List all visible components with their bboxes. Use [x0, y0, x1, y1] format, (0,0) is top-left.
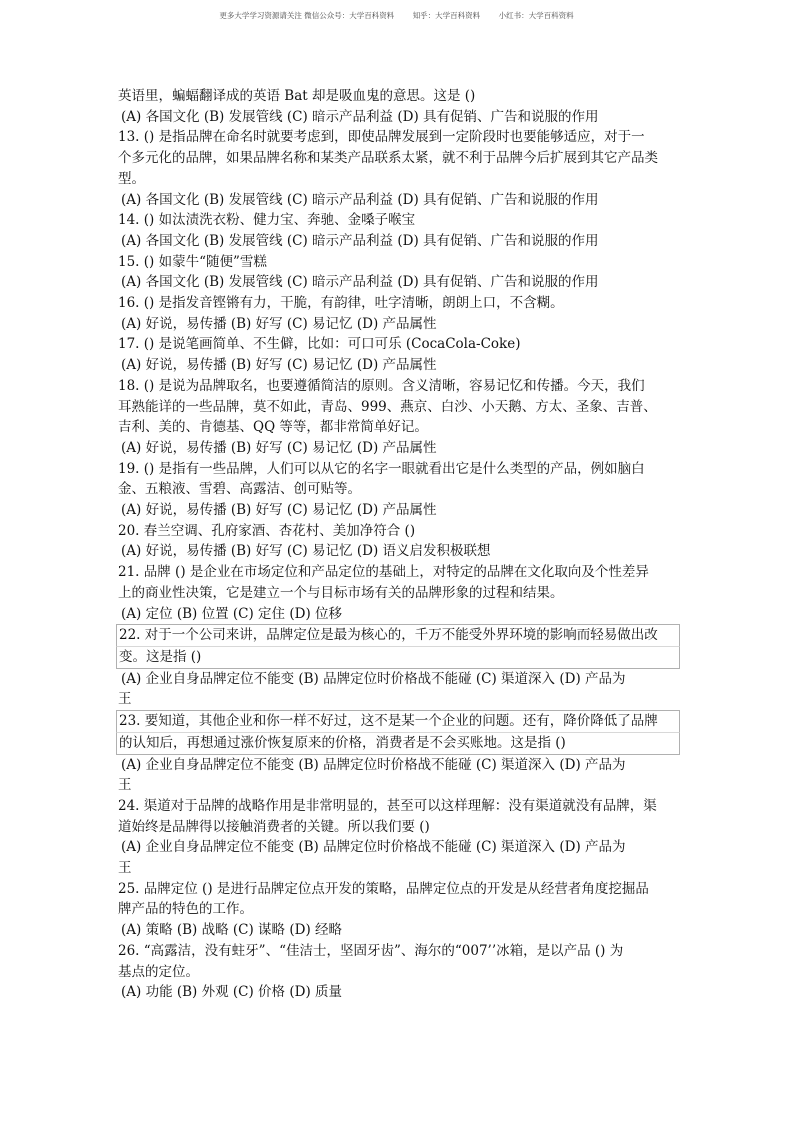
answer-options: (A) 各国文化 (B) 发展管线 (C) 暗示产品利益 (D) 具有促销、广告和说服的作用	[121, 232, 599, 249]
answer-options: (A) 好说，易传播 (B) 好写 (C) 易记忆 (D) 产品属性	[121, 502, 437, 519]
highlighted-question-line: 22. 对于一个公司来讲，品牌定位是最为核心的，千万不能受外界环境的影响而轻易做出改	[116, 624, 680, 646]
question-text-line: 道始终是品牌得以接触消费者的关键。所以我们要 ()	[118, 818, 430, 835]
question-text-line: 牌产品的特色的工作。	[118, 901, 253, 918]
header-wechat: 更多大学学习资源请关注 微信公众号：大学百科资料	[219, 11, 395, 20]
question-text-line: 15. () 如蒙牛“随便”雪糕	[118, 253, 267, 270]
answer-options: (A) 好说，易传播 (B) 好写 (C) 易记忆 (D) 产品属性	[121, 439, 437, 456]
question-text-line: 个多元化的品牌，如果品牌名称和某类产品联系太紧，就不利于品牌今后扩展到其它产品类	[118, 150, 658, 167]
question-text-line: 金、五粮液、雪碧、高露洁、创可贴等。	[118, 481, 361, 498]
highlighted-question-line: 的认知后，再想通过涨价恢复原来的价格，消费者是不会买账地。这是指 ()	[116, 732, 680, 755]
question-text-line: 王	[118, 691, 132, 708]
question-text-line: 14. () 如汰渍洗衣粉、健力宝、奔驰、金嗓子喉宝	[118, 212, 416, 229]
question-text-line: 王	[118, 777, 132, 794]
answer-options: (A) 好说，易传播 (B) 好写 (C) 易记忆 (D) 语义启发积极联想	[121, 543, 491, 560]
question-text-line: 26. “高露洁，没有蛀牙”、“佳洁士，坚固牙齿”、海尔的“007’’冰箱，是以产品 () 为	[118, 942, 624, 959]
answer-options: (A) 企业自身品牌定位不能变 (B) 品牌定位时价格战不能碰 (C) 渠道深入 (D) 产品为	[121, 839, 626, 856]
answer-options: (A) 企业自身品牌定位不能变 (B) 品牌定位时价格战不能碰 (C) 渠道深入 (D) 产品为	[121, 756, 626, 773]
question-text-line: 上的商业性决策，它是建立一个与目标市场有关的品牌形象的过程和结果。	[118, 584, 564, 601]
question-text-line: 吉利、美的、肯德基、QQ 等等，都非常简单好记。	[118, 419, 428, 436]
highlighted-question-line: 23. 要知道，其他企业和你一样不好过，这不是某一个企业的问题。还有，降价降低了品牌	[116, 710, 680, 732]
question-text-line: 13. () 是指品牌在命名时就要考虑到，即使品牌发展到一定阶段时也要能够适应，对于一	[118, 129, 645, 146]
page-header	[0, 10, 793, 21]
question-text-line: 基点的定位。	[118, 963, 199, 980]
question-text-line: 20. 春兰空调、孔府家酒、杏花村、美加净符合 ()	[118, 522, 416, 539]
answer-options: (A) 各国文化 (B) 发展管线 (C) 暗示产品利益 (D) 具有促销、广告和说服的作用	[121, 274, 599, 291]
document-body	[118, 86, 680, 1003]
question-text-line: 19. () 是指有一些品牌，人们可以从它的名字一眼就看出它是什么类型的产品，例如脑白	[118, 460, 645, 477]
answer-options: (A) 各国文化 (B) 发展管线 (C) 暗示产品利益 (D) 具有促销、广告和说服的作用	[121, 191, 599, 208]
header-zhihu: 知乎：大学百科资料	[412, 11, 481, 20]
question-text-line: 英语里，蝙蝠翻译成的英语 Bat 却是吸血鬼的意思。这是 ()	[118, 88, 476, 104]
answer-options: (A) 好说，易传播 (B) 好写 (C) 易记忆 (D) 产品属性	[121, 357, 437, 374]
answer-options: (A) 好说，易传播 (B) 好写 (C) 易记忆 (D) 产品属性	[121, 315, 437, 332]
question-text-line: 18. () 是说为品牌取名，也要遵循简洁的原则。含义清晰，容易记忆和传播。今天，我们	[118, 377, 645, 394]
answer-options: (A) 策略 (B) 战略 (C) 谋略 (D) 经略	[121, 922, 342, 939]
header-xiaohongshu: 小红书：大学百科资料	[498, 11, 574, 20]
answer-options: (A) 功能 (B) 外观 (C) 价格 (D) 质量	[121, 984, 342, 1001]
question-text-line: 16. () 是指发音铿锵有力，干脆，有韵律，吐字清晰，朗朗上口，不含糊。	[118, 295, 564, 312]
answer-options: (A) 企业自身品牌定位不能变 (B) 品牌定位时价格战不能碰 (C) 渠道深入 (D) 产品为	[121, 670, 626, 687]
question-text-line: 王	[118, 860, 132, 877]
question-text-line: 17. () 是说笔画简单、不生僻，比如：可口可乐 (CocaCola-Coke)	[118, 336, 521, 353]
answer-options: (A) 各国文化 (B) 发展管线 (C) 暗示产品利益 (D) 具有促销、广告和说服的作用	[121, 108, 599, 125]
question-text-line: 21. 品牌 () 是企业在市场定位和产品定位的基础上，对特定的品牌在文化取向及个性差异	[118, 564, 649, 581]
question-text-line: 型。	[118, 170, 145, 187]
question-text-line: 25. 品牌定位 () 是进行品牌定位点开发的策略，品牌定位点的开发是从经营者角度挖掘品	[118, 880, 649, 897]
answer-options: (A) 定位 (B) 位置 (C) 定住 (D) 位移	[121, 605, 342, 622]
highlighted-question-line: 变。这是指 ()	[116, 646, 680, 669]
question-text-line: 耳熟能详的一些品牌，莫不如此，青岛、999、燕京、白沙、小天鹅、方太、圣象、吉普、	[118, 398, 657, 415]
question-text-line: 24. 渠道对于品牌的战略作用是非常明显的，甚至可以这样理解：没有渠道就没有品牌，渠	[118, 797, 657, 814]
